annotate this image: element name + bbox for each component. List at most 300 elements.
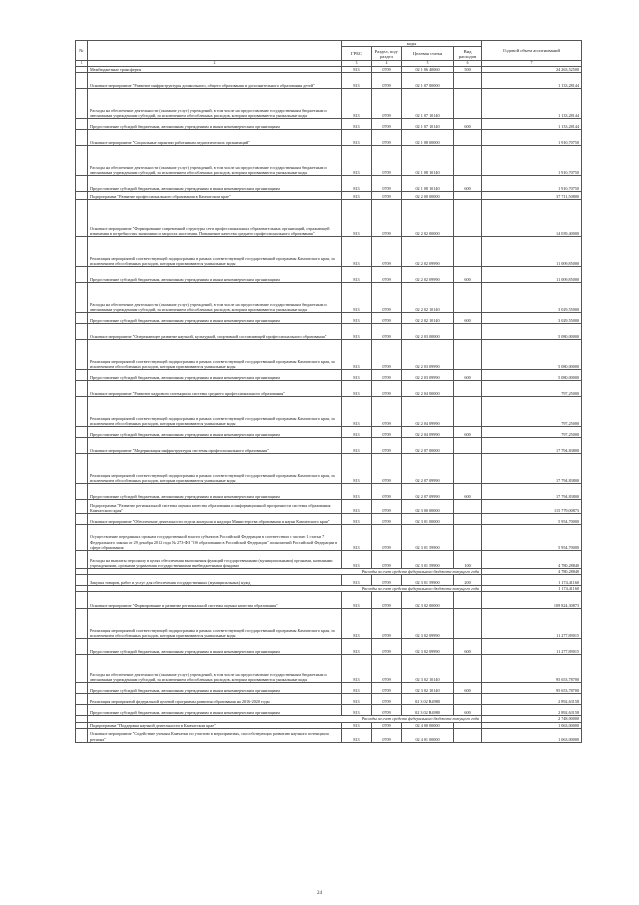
row-target-article: 02 2 07 09990 (402, 483, 454, 499)
row-name: Основное мероприятие "Формирование современной структуры сети профессиональных образовательных организаций, отражающей изменения в потребностях экономики и запросах населения. Повышение качества среднего профессионального образования" (88, 199, 342, 236)
row-sum: 14 039,40000 (482, 199, 582, 236)
row-sum: 109 824,30873 (482, 592, 582, 609)
row-name: Расходы на выплаты персоналу в целях обеспечения выполнения функций государственными (муниципальными) органами, казенными учреждениями, органами управления государственными внебюджетными фондами (88, 550, 342, 568)
row-expense-kind (454, 236, 482, 266)
row-grbs: 813 (342, 728, 372, 742)
row-name: Подпрограмма "Поддержка научной деятельности в Камчатском крае" (88, 722, 342, 728)
table-row (76, 426, 582, 437)
table-row (76, 199, 582, 236)
row-section: 0709 (372, 282, 402, 312)
table-row (76, 380, 582, 396)
table-row (76, 453, 582, 483)
row-number-cell (76, 312, 88, 323)
row-name: Предоставление субсидий бюджетным, автономным учреждениям и иным некоммерческим организациям (88, 483, 342, 499)
row-target-article: 02 3 01 59900 (402, 575, 454, 586)
row-number-cell (76, 639, 88, 655)
row-expense-kind (454, 437, 482, 453)
row-number-cell (76, 191, 88, 199)
row-grbs: 813 (342, 722, 372, 728)
table-row (76, 592, 582, 609)
row-expense-kind: 600 (454, 639, 482, 655)
table-row (76, 728, 582, 742)
row-grbs: 813 (342, 683, 372, 694)
row-target-article: 02 2 02 10140 (402, 312, 454, 323)
row-section: 0709 (372, 575, 402, 586)
row-grbs: 813 (342, 453, 372, 483)
row-target-article: 02 2 03 09990 (402, 339, 454, 369)
row-grbs: 813 (342, 88, 372, 118)
row-grbs: 813 (342, 499, 372, 513)
row-number-cell (76, 499, 88, 513)
row-number-cell (76, 369, 88, 380)
row-name: Предоставление субсидий бюджетным, автономным учреждениям и иным некоммерческим организациям (88, 118, 342, 129)
table-row (76, 282, 582, 312)
row-expense-kind (454, 88, 482, 118)
budget-table-sheet (75, 40, 581, 743)
row-section: 0709 (372, 145, 402, 175)
row-target-article: 02 2 02 09990 (402, 266, 454, 282)
row-number-cell (76, 524, 88, 550)
row-grbs: 813 (342, 199, 372, 236)
row-section: 0709 (372, 453, 402, 483)
row-target-article: 02 3 02 09990 (402, 609, 454, 639)
row-expense-kind (454, 72, 482, 88)
row-number-cell (76, 72, 88, 88)
row-section: 0709 (372, 524, 402, 550)
table-row (76, 145, 582, 175)
row-section: 0709 (372, 694, 402, 705)
row-grbs: 813 (342, 639, 372, 655)
row-target-article: 02 1 08 10140 (402, 175, 454, 191)
row-name: Предоставление субсидий бюджетным, автономным учреждениям и иным некоммерческим организациям (88, 312, 342, 323)
header-number: № (76, 41, 88, 61)
row-sum: 17 794,83800 (482, 483, 582, 499)
header-expense-kind: Вид расходов (454, 47, 482, 61)
row-target-article: 02 2 02 00000 (402, 199, 454, 236)
row-note: Расходы за счет средств федерального бюджета текущего года (88, 586, 482, 592)
table-row (76, 683, 582, 694)
row-grbs: 813 (342, 72, 372, 88)
row-sum: 11 009,85000 (482, 266, 582, 282)
table-row (76, 323, 582, 339)
row-grbs: 813 (342, 575, 372, 586)
row-sum: 4 780,28840 (482, 550, 582, 568)
table-row (76, 609, 582, 639)
row-expense-kind (454, 513, 482, 524)
column-number: 7 (482, 61, 582, 67)
row-target-article: 02 1 08 00000 (402, 129, 454, 145)
row-grbs: 813 (342, 655, 372, 683)
row-target-article: 02 3 02 00000 (402, 592, 454, 609)
row-expense-kind (454, 499, 482, 513)
row-grbs: 813 (342, 66, 372, 72)
row-section: 0709 (372, 513, 402, 524)
row-section: 0709 (372, 639, 402, 655)
row-name: Расходы на обеспечение деятельности (оказание услуг) учреждений, в том числе на предоставление государственным бюджетным и автономным учреждениям субсидий, за исключением обособленных расходов, которым присваиваются уникальные коды (88, 655, 342, 683)
row-target-article: 02 3 01 59900 (402, 550, 454, 568)
row-name: Реализация мероприятий соответствующей подпрограммы в рамках соответствующей государственной программы Камчатского края, за исключением обособленных расходов, которым присваиваются уникальные коды (88, 339, 342, 369)
table-row (76, 437, 582, 453)
row-grbs: 813 (342, 175, 372, 191)
row-grbs: 813 (342, 483, 372, 499)
row-sum: 95 653,78700 (482, 655, 582, 683)
row-section: 0709 (372, 396, 402, 426)
row-expense-kind: 200 (454, 575, 482, 586)
row-name: Основное мероприятие "Развитие кадрового потенциала системы среднего профессионального образования" (88, 380, 342, 396)
table-row (76, 639, 582, 655)
row-expense-kind: 600 (454, 705, 482, 716)
row-target-article: 02 3 02 R4980 (402, 705, 454, 716)
row-name: Расходы на обеспечение деятельности (оказание услуг) учреждений, в том числе на предоставление государственным бюджетным и автономным учреждениям субсидий, за исключением обособленных расходов, которым присваиваются уникальные коды (88, 145, 342, 175)
table-row (76, 339, 582, 369)
row-name: Подпрограмма "Развитие региональной системы оценки качества образования и информационной прозрачности системы образования Камчатского края" (88, 499, 342, 513)
row-number-cell (76, 175, 88, 191)
row-section: 0709 (372, 499, 402, 513)
row-expense-kind: 600 (454, 266, 482, 282)
column-number: 4 (372, 61, 402, 67)
row-section: 0709 (372, 550, 402, 568)
row-name: Подпрограмма "Развитие профессионального образования в Камчатском крае" (88, 191, 342, 199)
row-expense-kind (454, 199, 482, 236)
row-section: 0709 (372, 592, 402, 609)
row-sum: 11 277,89015 (482, 609, 582, 639)
row-grbs: 813 (342, 339, 372, 369)
row-section: 0709 (372, 728, 402, 742)
row-note: Расходы за счет средств федерального бюджета текущего года (88, 716, 482, 722)
row-target-article: 02 3 02 10140 (402, 683, 454, 694)
row-target-article: 02 2 07 00000 (402, 437, 454, 453)
row-section: 0709 (372, 339, 402, 369)
row-section: 0709 (372, 705, 402, 716)
row-grbs: 813 (342, 282, 372, 312)
row-expense-kind: 600 (454, 118, 482, 129)
table-row (76, 72, 582, 88)
row-name: Предоставление субсидий бюджетным, автономным учреждениям и иным некоммерческим организациям (88, 369, 342, 380)
row-sum: 17 794,83800 (482, 453, 582, 483)
row-grbs: 813 (342, 396, 372, 426)
table-row (76, 266, 582, 282)
row-sum: 11 009,85000 (482, 236, 582, 266)
table-row (76, 575, 582, 586)
header-codes-group: коды (342, 41, 482, 47)
row-sum: 1 133,28144 (482, 72, 582, 88)
row-expense-kind: 600 (454, 426, 482, 437)
row-section: 0709 (372, 312, 402, 323)
row-section: 0709 (372, 236, 402, 266)
column-number: 5 (402, 61, 454, 67)
row-section: 0709 (372, 323, 402, 339)
table-row (76, 483, 582, 499)
row-section: 0709 (372, 66, 402, 72)
row-section: 0709 (372, 609, 402, 639)
row-expense-kind (454, 339, 482, 369)
row-sum: 797,25000 (482, 396, 582, 426)
row-target-article: 02 4 00 00000 (402, 722, 454, 728)
row-expense-kind (454, 145, 482, 175)
row-grbs: 813 (342, 550, 372, 568)
table-row (76, 550, 582, 568)
row-number-cell (76, 339, 88, 369)
table-row (76, 236, 582, 266)
row-number-cell (76, 199, 88, 236)
row-name: Основное мероприятие "Развитие инфраструктуры дошкольного, общего образования и дополнительного образования детей" (88, 72, 342, 88)
row-expense-kind: 600 (454, 369, 482, 380)
row-grbs: 813 (342, 513, 372, 524)
row-grbs: 813 (342, 524, 372, 550)
table-row (76, 499, 582, 513)
row-expense-kind (454, 592, 482, 609)
row-sum: 5 080,00000 (482, 369, 582, 380)
row-number-cell (76, 380, 88, 396)
row-expense-kind (454, 323, 482, 339)
row-sum: 1 133,28144 (482, 88, 582, 118)
row-number-cell (76, 453, 88, 483)
row-grbs: 813 (342, 592, 372, 609)
row-number-cell (76, 683, 88, 694)
row-number-cell (76, 592, 88, 609)
row-grbs: 813 (342, 236, 372, 266)
row-section: 0709 (372, 655, 402, 683)
table-row (76, 655, 582, 683)
row-number-cell (76, 437, 88, 453)
table-row (76, 694, 582, 705)
row-sum: 95 653,78700 (482, 683, 582, 694)
row-target-article: 02 3 02 09990 (402, 639, 454, 655)
row-target-article: 02 1 07 10140 (402, 88, 454, 118)
row-section: 0709 (372, 683, 402, 694)
row-name: Реализация мероприятий соответствующей подпрограммы в рамках соответствующей государственной программы Камчатского края, за исключением обособленных расходов, которым присваиваются уникальные коды (88, 236, 342, 266)
row-name: Основное мероприятие "Социальные гарантии работникам педагогических организаций" (88, 129, 342, 145)
row-target-article: 02 2 00 00000 (402, 191, 454, 199)
row-section: 0709 (372, 437, 402, 453)
column-number: 3 (342, 61, 372, 67)
row-sum: 1 910,70750 (482, 145, 582, 175)
row-number-cell (76, 705, 88, 716)
row-target-article: 02 3 02 R4980 (402, 694, 454, 705)
budget-rows (76, 66, 582, 742)
row-name: Реализация мероприятий соответствующей подпрограммы в рамках соответствующей государственной программы Камчатского края, за исключением обособленных расходов, которым присваиваются уникальные коды (88, 396, 342, 426)
row-name: Предоставление субсидий бюджетным, автономным учреждениям и иным некоммерческим организациям (88, 639, 342, 655)
table-row (76, 175, 582, 191)
row-name: Предоставление субсидий бюджетным, автономным учреждениям и иным некоммерческим организациям (88, 426, 342, 437)
row-target-article: 02 2 02 09990 (402, 236, 454, 266)
row-number-cell (76, 550, 88, 568)
table-row (76, 312, 582, 323)
column-number: 2 (88, 61, 342, 67)
row-section: 0709 (372, 72, 402, 88)
row-grbs: 813 (342, 369, 372, 380)
row-number-cell (76, 236, 88, 266)
row-sum: 1 063,00000 (482, 728, 582, 742)
row-expense-kind: 100 (454, 550, 482, 568)
row-expense-kind: 600 (454, 312, 482, 323)
header-section: Раздел, под-раздел (372, 47, 402, 61)
row-grbs: 813 (342, 694, 372, 705)
row-name: Предоставление субсидий бюджетным, автономным учреждениям и иным некоммерческим организациям (88, 175, 342, 191)
row-section: 0709 (372, 369, 402, 380)
row-target-article: 02 2 02 10140 (402, 282, 454, 312)
row-number-cell (76, 323, 88, 339)
row-section: 0709 (372, 380, 402, 396)
row-name: Реализация мероприятий соответствующей подпрограммы в рамках соответствующей государственной программы Камчатского края, за исключением обособленных расходов, которым присваиваются уникальные коды (88, 453, 342, 483)
row-name: Основное мероприятие "Опережающее развитие научной, культурной, спортивной составляющей профессионального образования" (88, 323, 342, 339)
row-sum: 1 174,41160 (482, 586, 582, 592)
table-row (76, 524, 582, 550)
table-row (76, 88, 582, 118)
row-sum: 2 748,00000 (482, 716, 582, 722)
header-name (88, 41, 342, 61)
row-number-cell (76, 728, 88, 742)
row-sum: 1 910,70750 (482, 129, 582, 145)
row-sum: 2 892,63158 (482, 694, 582, 705)
budget-table (75, 40, 582, 743)
row-sum: 17 794,83800 (482, 437, 582, 453)
row-section: 0709 (372, 266, 402, 282)
row-name: Реализация мероприятий соответствующей подпрограммы в рамках соответствующей государственной программы Камчатского края, за исключением обособленных расходов, которым присваиваются уникальные коды (88, 609, 342, 639)
row-name: Предоставление субсидий бюджетным, автономным учреждениям и иным некоммерческим организациям (88, 266, 342, 282)
row-sum: 1 910,70750 (482, 175, 582, 191)
column-number: 1 (76, 61, 88, 67)
row-sum: 797,25000 (482, 426, 582, 437)
row-target-article: 02 4 01 00000 (402, 728, 454, 742)
row-section: 0709 (372, 199, 402, 236)
row-section: 0709 (372, 191, 402, 199)
row-grbs: 813 (342, 191, 372, 199)
row-number-cell (76, 426, 88, 437)
row-number-cell (76, 88, 88, 118)
row-number-cell (76, 282, 88, 312)
row-sum: 1 063,00000 (482, 722, 582, 728)
table-row (76, 705, 582, 716)
row-name: Основное мероприятие "Модернизация инфраструктуры системы профессионального образования" (88, 437, 342, 453)
row-sum: 3 029,55000 (482, 312, 582, 323)
table-row (76, 513, 582, 524)
row-expense-kind (454, 129, 482, 145)
row-section: 0709 (372, 129, 402, 145)
row-number-cell (76, 396, 88, 426)
row-expense-kind (454, 191, 482, 199)
row-expense-kind: 600 (454, 683, 482, 694)
row-name: Закупка товаров, работ и услуг для обеспечения государственных (муниципальных) нужд (88, 575, 342, 586)
row-sum: 5 080,00000 (482, 323, 582, 339)
row-section: 0709 (372, 426, 402, 437)
row-target-article: 02 3 00 00000 (402, 499, 454, 513)
row-grbs: 813 (342, 437, 372, 453)
row-target-article: 02 1 07 00000 (402, 72, 454, 88)
row-section: 0709 (372, 722, 402, 728)
row-expense-kind (454, 609, 482, 639)
table-row (76, 369, 582, 380)
row-name: Предоставление субсидий бюджетным, автономным учреждениям и иным некоммерческим организациям (88, 705, 342, 716)
header-grbs: ГРБС (342, 47, 372, 61)
row-grbs: 813 (342, 145, 372, 175)
row-name: Расходы на обеспечение деятельности (оказание услуг) учреждений, в том числе на предоставление государственным бюджетным и автономным учреждениям субсидий, за исключением обособленных расходов, которым присваиваются уникальные коды (88, 282, 342, 312)
row-expense-kind: 600 (454, 175, 482, 191)
row-number-cell (76, 483, 88, 499)
row-sum: 5 954,70000 (482, 513, 582, 524)
row-target-article: 02 3 01 00000 (402, 513, 454, 524)
row-target-article: 02 1 07 10140 (402, 118, 454, 129)
row-sum: 4 780,28840 (482, 568, 582, 574)
row-sum: 2 892,63158 (482, 705, 582, 716)
row-grbs: 813 (342, 312, 372, 323)
row-grbs: 813 (342, 609, 372, 639)
row-grbs: 813 (342, 129, 372, 145)
row-sum: 5 954,70000 (482, 524, 582, 550)
table-row (76, 191, 582, 199)
row-grbs: 813 (342, 266, 372, 282)
row-sum: 1 174,41160 (482, 575, 582, 586)
row-grbs: 813 (342, 426, 372, 437)
row-grbs: 813 (342, 705, 372, 716)
row-grbs: 813 (342, 380, 372, 396)
row-target-article: 02 2 03 00000 (402, 323, 454, 339)
table-row (76, 396, 582, 426)
row-section: 0709 (372, 88, 402, 118)
row-target-article: 02 2 07 09990 (402, 453, 454, 483)
row-expense-kind (454, 655, 482, 683)
row-target-article: 02 1 08 10140 (402, 145, 454, 175)
row-target-article: 02 2 04 09990 (402, 426, 454, 437)
row-number-cell (76, 145, 88, 175)
row-number-cell (76, 266, 88, 282)
row-name: Основное мероприятие "Обеспечение деятельности отдела контроля и надзора Министерства образования и науки Камчатского края" (88, 513, 342, 524)
row-grbs: 813 (342, 118, 372, 129)
row-name: Расходы на обеспечение деятельности (оказание услуг) учреждений, в том числе на предоставление государственным бюджетным и автономным учреждениям субсидий, за исключением обособленных расходов, которым присваиваются уникальные коды (88, 88, 342, 118)
page-number: 24 (317, 891, 322, 896)
row-sum: 5 080,00000 (482, 339, 582, 369)
row-expense-kind (454, 524, 482, 550)
row-target-article: 02 2 04 00000 (402, 380, 454, 396)
row-sum: 1 133,28144 (482, 118, 582, 129)
column-number: 6 (454, 61, 482, 67)
row-number-cell (76, 575, 88, 586)
table-row (76, 129, 582, 145)
row-note: Расходы за счет средств федерального бюджета текущего года (88, 568, 482, 574)
row-section: 0709 (372, 118, 402, 129)
row-expense-kind (454, 282, 482, 312)
row-name: Основное мероприятие "Содействие ученым Камчатки по участию в мероприятиях, способствующих развитию научного потенциала региона" (88, 728, 342, 742)
row-sum: 24 263,52500 (482, 66, 582, 72)
row-number-cell (76, 513, 88, 524)
row-name: Реализация мероприятий федеральной целевой программы развития образования на 2016-2020 годы (88, 694, 342, 705)
row-expense-kind (454, 380, 482, 396)
row-sum: 11 277,89015 (482, 639, 582, 655)
row-section: 0709 (372, 483, 402, 499)
row-name: Основное мероприятие "Формирование и развитие региональной системы оценки качества образования" (88, 592, 342, 609)
row-expense-kind (454, 728, 482, 742)
row-sum: 37 711,50800 (482, 191, 582, 199)
row-expense-kind: 600 (454, 483, 482, 499)
table-row (76, 118, 582, 129)
row-grbs: 813 (342, 323, 372, 339)
row-number-cell (76, 609, 88, 639)
row-sum: 797,25000 (482, 380, 582, 396)
row-expense-kind: 500 (454, 66, 482, 72)
row-section: 0709 (372, 175, 402, 191)
row-sum: 115 779,00873 (482, 499, 582, 513)
row-target-article: 02 2 04 09990 (402, 396, 454, 426)
header-annual-sum: Годовой объем ассигнований (482, 41, 582, 61)
row-target-article: 02 2 03 09990 (402, 369, 454, 380)
row-target-article: 02 3 01 59900 (402, 524, 454, 550)
row-number-cell (76, 129, 88, 145)
row-target-article: 02 3 02 10140 (402, 655, 454, 683)
row-target-article: 02 1 06 40060 (402, 66, 454, 72)
row-name: Межбюджетные трансферты (88, 66, 342, 72)
row-sum: 3 029,55000 (482, 282, 582, 312)
row-number-cell (76, 655, 88, 683)
